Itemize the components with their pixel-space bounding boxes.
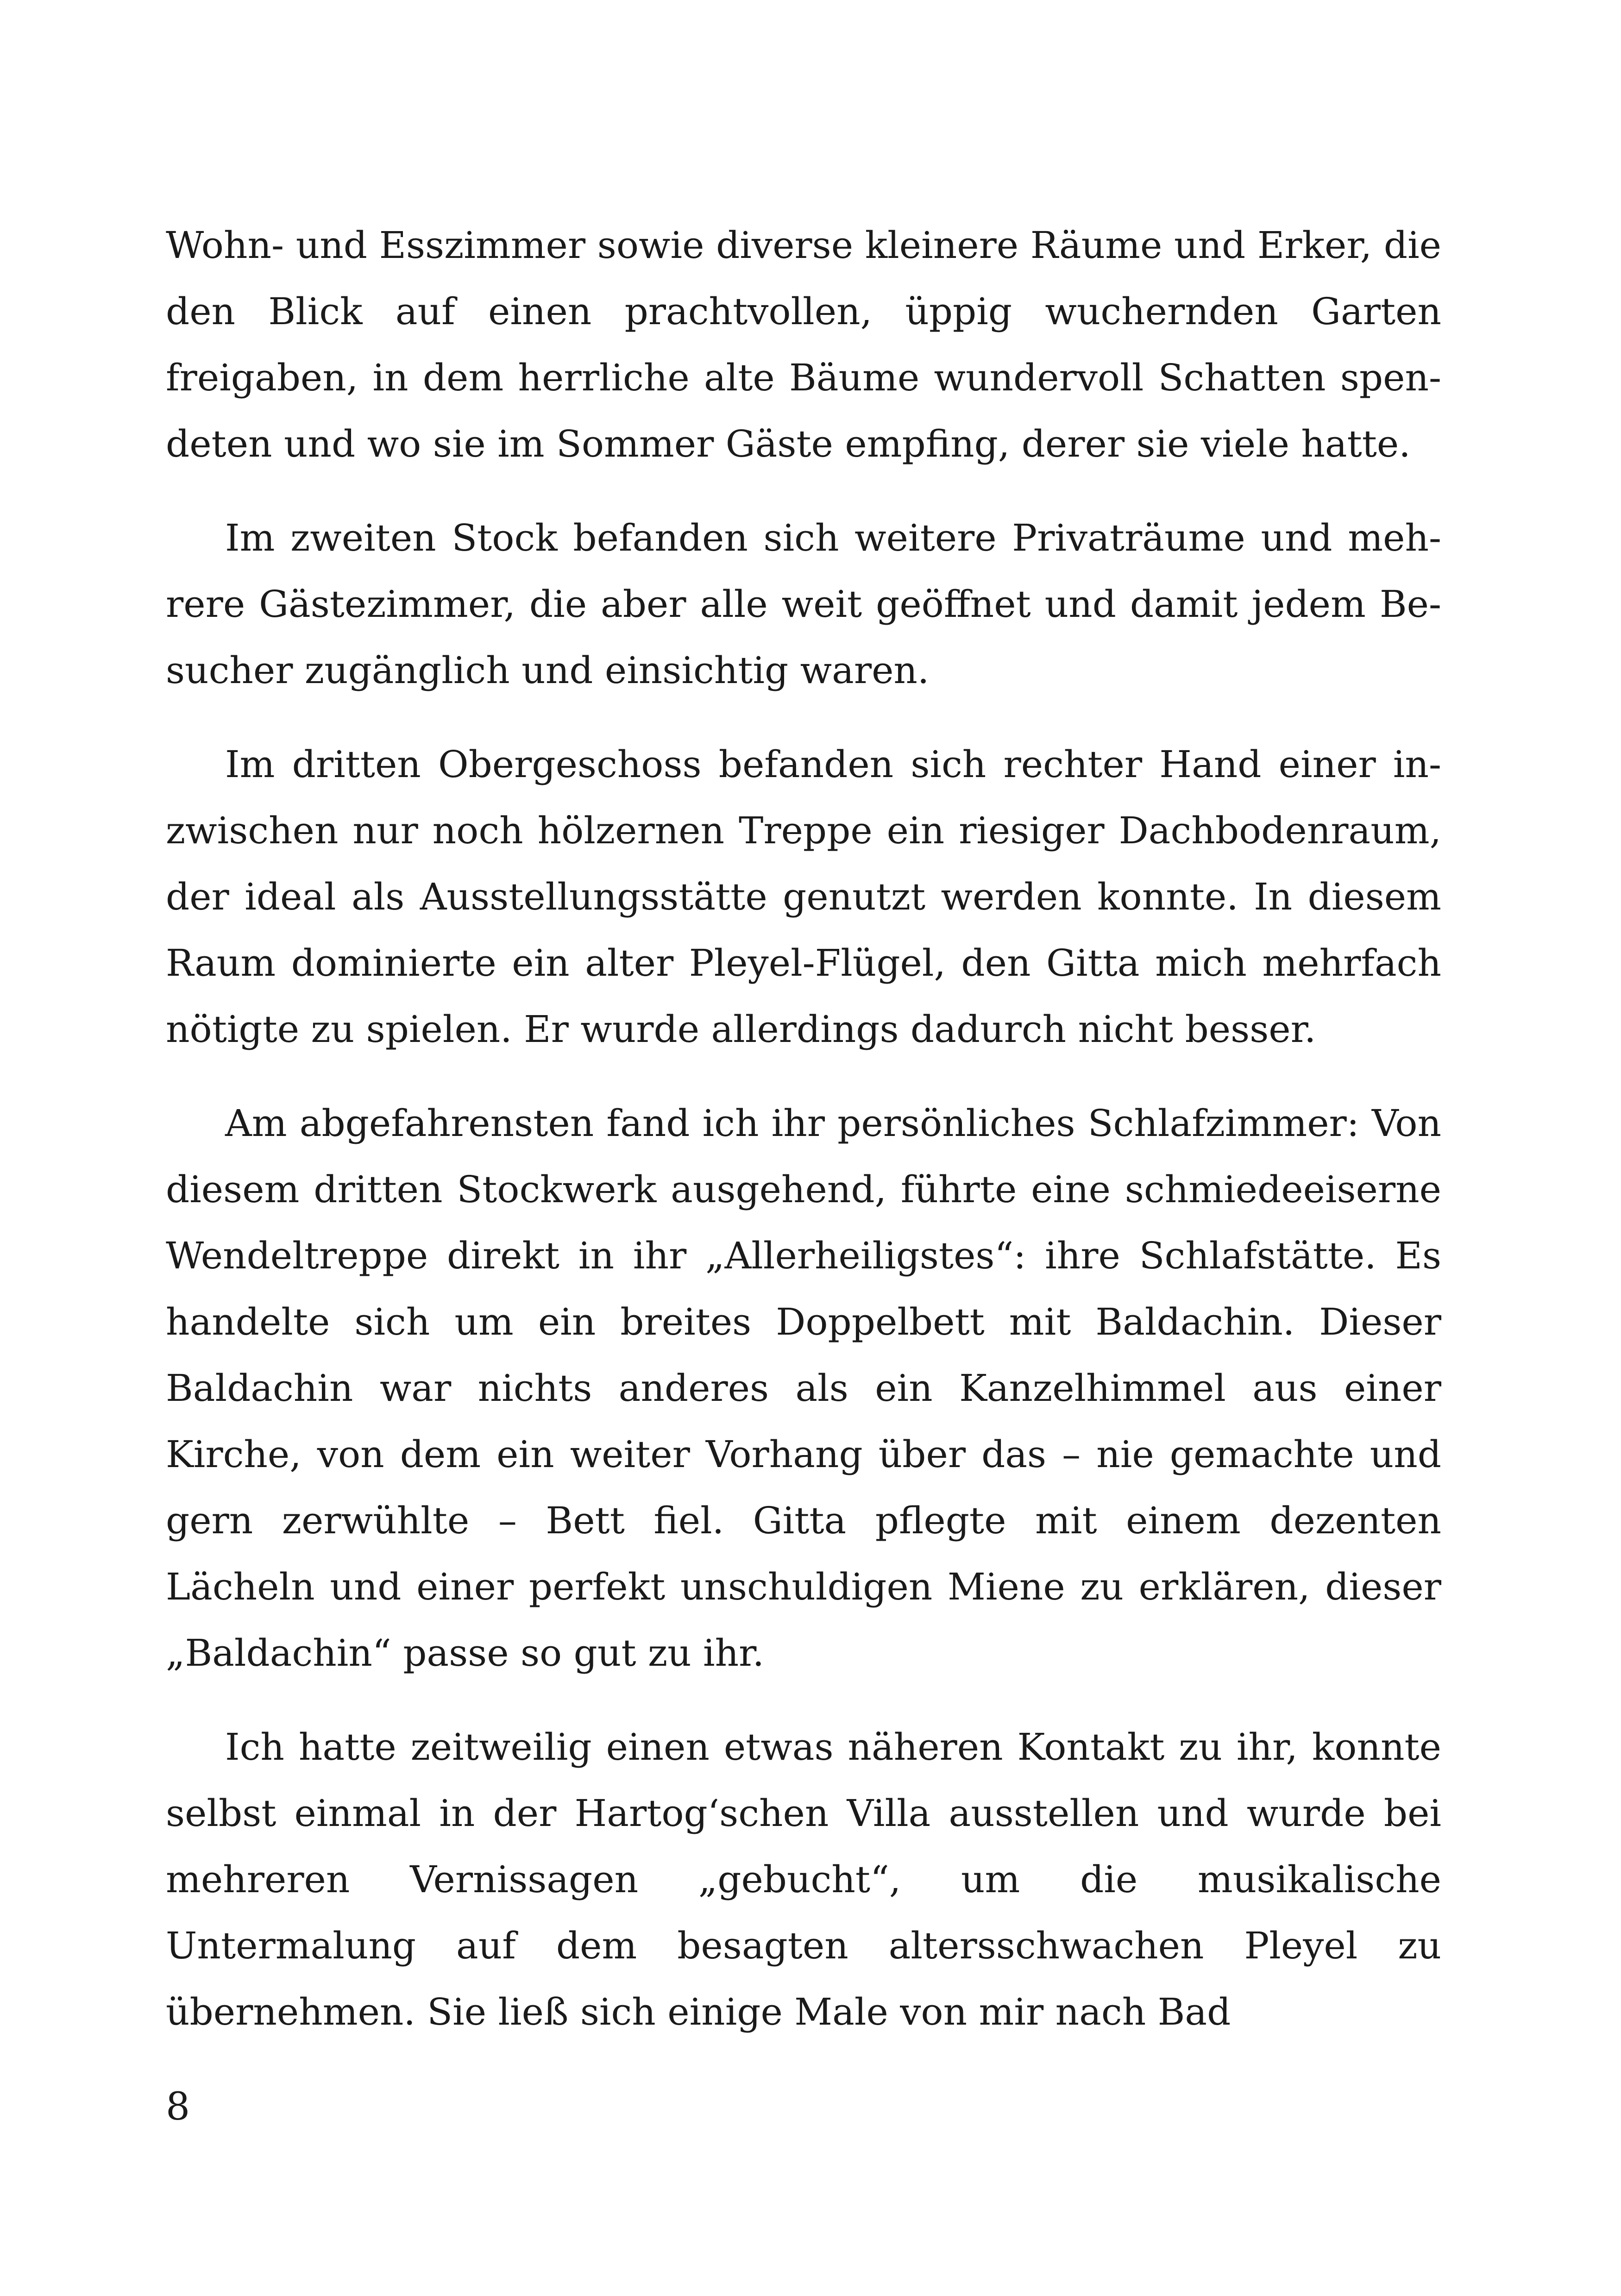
body-text (166, 212, 1441, 2073)
page-number: 8 (166, 2085, 190, 2129)
paragraph-3: Im dritten Obergeschoss befanden sich rechter Hand einer inzwischen nur noch hölzernen Treppe ein riesiger Dachbodenraum, der ideal als Ausstellungsstätte genutzt werden konnte. In diesem Raum dominierte ein alter Pleyel-Flügel, den Gitta mich mehrfach nötigte zu spielen. Er wurde allerdings dadurch nicht besser. (166, 743, 1441, 1051)
paragraph-1: Wohn- und Esszimmer sowie diverse kleinere Räume und Erker, die den Blick auf einen prachtvollen, üppig wuchernden Garten freigaben, in dem herrliche alte Bäume wundervoll Schatten spendeten und wo sie im Sommer Gäste empfing, derer sie viele hatte. (166, 224, 1441, 465)
paragraph-5: Ich hatte zeitweilig einen etwas näheren Kontakt zu ihr, konnte selbst einmal in der Hartog‘schen Villa ausstellen und wurde bei mehreren Vernissagen „gebucht“, um die musikalische Untermalung auf dem besagten altersschwachen Pleyel zu übernehmen. Sie ließ sich einige Male von mir nach Bad (166, 1725, 1441, 2033)
paragraph-4: Am abgefahrensten fand ich ihr persönliches Schlafzimmer: Von diesem dritten Stockwerk ausgehend, führte eine schmiedeeiserne Wendeltreppe direkt in ihr „Allerheiligstes“: ihre Schlafstätte. Es handelte sich um ein breites Doppelbett mit Baldachin. Dieser Baldachin war nichts anderes als ein Kanzelhimmel aus einer Kirche, von dem ein weiter Vorhang über das – nie gemachte und gern zerwühlte – Bett fiel. Gitta pflegte mit einem dezenten Lächeln und einer perfekt unschuldigen Miene zu erklären, dieser „Baldachin“ passe so gut zu ihr. (166, 1102, 1441, 1675)
paragraph-2: Im zweiten Stock befanden sich weitere Privaträume und mehrere Gästezimmer, die aber alle weit geöffnet und damit jedem Besucher zugänglich und einsichtig waren. (166, 516, 1441, 692)
